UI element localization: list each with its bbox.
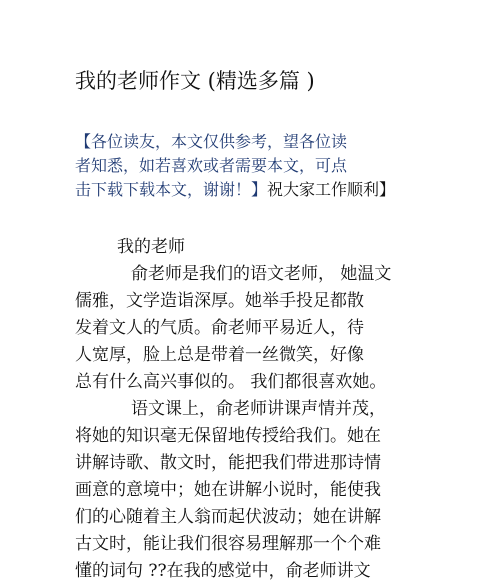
notice-line-1: 【各位读友，本文仅供参考，望各位读 — [75, 132, 348, 151]
paragraph-1-line-4: 人宽厚，脸上总是带着一丝微笑，好像 — [75, 345, 364, 365]
paragraph-1-line-3: 发着文人的气质。俞老师平易近人，待 — [75, 318, 364, 338]
paragraph-1-line-1: 俞老师是我们的语文老师， 她温文 — [131, 264, 392, 284]
paragraph-2-line-3: 讲解诗歌、散文时，能把我们带进那诗情 — [75, 453, 381, 473]
paragraph-2-line-4: 画意的意境中；她在讲解小说时，能使我 — [75, 480, 381, 500]
paragraph-2-line-2: 将她的知识毫无保留地传授给我们。她在 — [75, 426, 381, 446]
notice-line-3 — [75, 178, 395, 202]
document-title: 我的老师作文 (精选多篇 ) — [75, 69, 315, 93]
paragraph-1-line-2: 儒雅，文学造诣深厚。她举手投足都散 — [75, 291, 364, 311]
reader-notice — [75, 130, 395, 202]
notice-line-2: 者知悉，如若喜欢或者需要本文，可点 — [75, 156, 348, 175]
article-body — [75, 234, 435, 585]
notice-wish: 祝大家工作顺利】 — [267, 180, 396, 199]
paragraph-2-line-5: 们的心随着主人翁而起伏波动；她在讲解 — [75, 507, 381, 527]
paragraph-1-line-5: 总有什么高兴事似的。 我们都很喜欢她。 — [75, 372, 387, 392]
paragraph-2-line-7: 懂的词句 ??在我的感觉中，俞老师讲文 — [75, 561, 371, 581]
paragraph-2-line-1: 语文课上，俞老师讲课声情并茂， — [131, 399, 386, 419]
paragraph-2-line-6: 古文时，能让我们很容易理解那一个个难 — [75, 534, 381, 554]
article-subtitle: 我的老师 — [117, 237, 185, 257]
notice-line-3-text: 击下载下载本文，谢谢！】 — [75, 180, 268, 199]
